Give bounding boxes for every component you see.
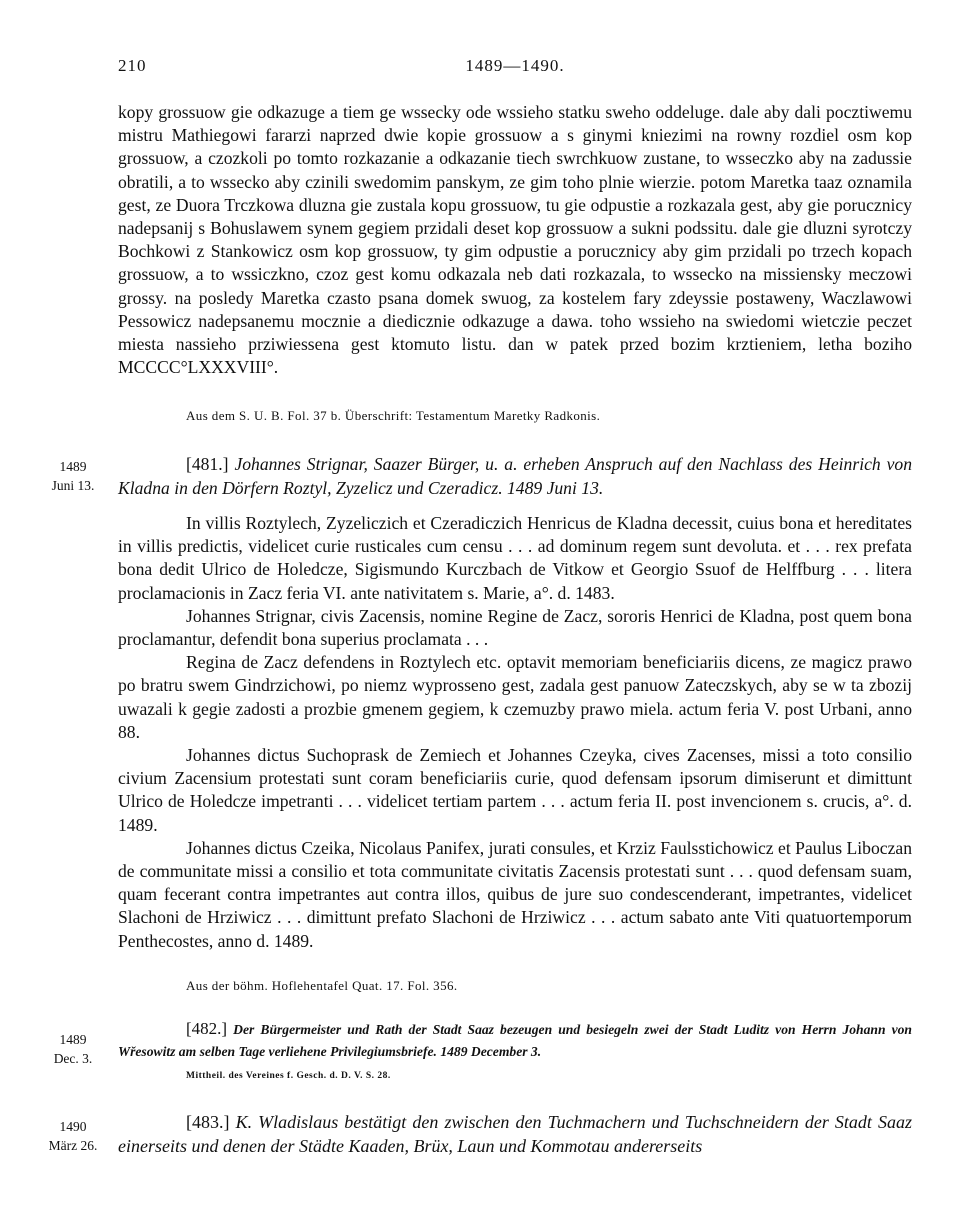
doc482-heading — [118, 1018, 912, 1063]
doc481-heading — [118, 452, 912, 500]
doc483-date-day: März 26. — [48, 1138, 98, 1153]
doc481-paragraph: Johannes dictus Suchoprask de Zemiech et Johannes Czeyka, cives Zacenses, missi a toto consilio civium Zacensium protestati sunt coram beneficiariis curie, quod defensam ipsorum dimiserunt et dimittunt Ulrico de Holedcze impetranti . . . videlicet tertiam partem . . . actum feria II. post invencionem s. crucis, a°. d. 1489. — [118, 745, 912, 835]
intro-paragraph: kopy grossuow gie odkazuge a tiem ge wssecky ode wssieho statku sweho oddeluge. dale aby dali pocztiwemu mistru Mathiegowi fararzi naprzed dwie kopie grossuow a s ginymi kniezimi na rowny rozdiel osm kop grossuow, a czozkoli po tomto rozkazanie a odkazanie tiech swrchkuow zustane, to wsseczko aby na zadussie obratili, a to wssecko aby czinili swedomim panskym, ze gim toho plnie wierzie. potom Maretka taaz oznamila gest, ze Duora Trczkowa dluzna gie zustala kopu grossuow, tu gie odpustie a rozkazala gest, aby gie porucznicy nadepsanij s Bohuslawem synem gegiem przidali deset kop grossuow a sukni podssitu. dale gie dluzni syrotczy Bochkowi z Stankowicz osm kop grossuow, ty gim odpustie a porucznicy aby gim przidali po trzech kopach grossuow, a to wssiczkno, czoz gest komu odkazala neb dati rozkazala, to wssecko na missiensky meczowi grossy. na posledy Maretka czasto psana domek swuog, za kostelem fary zdeyssie postaweny, Waczlawowi Pessowicz nadepsanemu mocznie a diedicznie odkazuge a dawa. toho wssieho na swiedomi wietczie peczet miesta nassieho prziwiessena gest ktomuto listu. dan w patek przed bozim krztieniem, letha boziho MCCCC°LXXXVIII°. — [118, 102, 912, 378]
intro-text — [118, 101, 912, 379]
doc482-date-day: Dec. 3. — [53, 1051, 93, 1066]
doc481-paragraph: In villis Roztylech, Zyzeliczich et Czeradiczich Henricus de Kladna decessit, cuius bona et hereditates in villis predictis, videlicet curie rusticales cum censu . . . ad dominum regem sunt devoluta. et . . . rex prefata bona dedit Ulrico de Holedcze, Sigismundo Kurczbach de Vitkow et Georgio Ssuof de Helffburg . . . litera proclamacionis in Zacz feria VI. ante nativitatem s. Marie, a°. d. 1483. — [118, 513, 912, 603]
running-head: 1489—1490. — [465, 56, 565, 75]
doc481-regest: Johannes Strignar, Saazer Bürger, u. a. erheben Anspruch auf den Nachlass des Heinrich von Kladna in den Dörfern Roztyl, Zyzelicz und Czeradicz. 1489 Juni 13. — [118, 454, 912, 498]
doc481-body — [118, 512, 912, 953]
doc481-date-year: 1489 — [59, 459, 87, 474]
intro-source-note: Aus dem S. U. B. Fol. 37 b. Überschrift: Testamentum Maretky Radkonis. — [186, 408, 601, 423]
doc483-margin-date — [40, 1117, 106, 1155]
doc482-source-note: Mittheil. des Vereines f. Gesch. d. D. V. S. 28. — [186, 1071, 391, 1081]
doc481-paragraph: Johannes Strignar, civis Zacensis, nomine Regine de Zacz, sororis Henrici de Kladna, post quem bona proclamantur, defendit bona superius proclamata . . . — [118, 605, 912, 650]
doc482-date-year: 1489 — [59, 1032, 87, 1047]
page-header — [118, 56, 912, 80]
doc481-paragraph: Regina de Zacz defendens in Roztylech etc. optavit memoriam beneficiariis dicens, ze magicz prawo po bratru swem Gindrzichowi, po niemz wyprosseno gest, zadala gest panuow Zateczskych, aby se w ta zbozij uwazali k gegie zadosti a prozbie gmenem gegiem, k czemuzby prawo miela. actum feria V. post Urbani, anno 88. — [118, 652, 912, 742]
doc481-number: [481.] — [186, 454, 229, 474]
doc481-margin-date — [40, 457, 106, 495]
doc481-paragraph: Johannes dictus Czeika, Nicolaus Panifex, jurati consules, et Krziz Faulsstichowicz et Paulus Liboczan de communitate missi a consilio et tota communitate civitatis Zacensis protestati sunt . . . quod defensam suam, quam fecerant contra impetrantes aut contra illos, quibus de jure suo condescenderant, impetrantes, videlicet Slachoni de Hrziwicz . . . dimittunt prefato Slachoni de Hrziwicz . . . actum sabato ante Viti quatuortemporum Penthecostes, anno d. 1489. — [118, 837, 912, 951]
doc482-number: [482.] — [186, 1019, 228, 1038]
doc483-number: [483.] — [186, 1112, 230, 1132]
doc483-heading — [118, 1110, 912, 1158]
page-number: 210 — [118, 56, 147, 75]
doc483-date-year: 1490 — [59, 1119, 87, 1134]
doc481-date-day: Juni 13. — [51, 478, 95, 493]
doc481-source-note: Aus der böhm. Hoflehentafel Quat. 17. Fol. 356. — [186, 978, 458, 993]
doc482-regest: Der Bürgermeister und Rath der Stadt Saaz bezeugen und besiegeln zwei der Stadt Luditz von Herrn Johann von Wřesowitz am selben Tage verliehene Privilegiumsbriefe. 1489 December 3. — [118, 1022, 912, 1059]
doc483-regest: K. Wladislaus bestätigt den zwischen den Tuchmachern und Tuchschneidern der Stadt Saaz einerseits und denen der Städte Kaaden, Brüx, Laun und Kommotau andererseits — [118, 1112, 912, 1156]
doc482-margin-date — [40, 1030, 106, 1068]
